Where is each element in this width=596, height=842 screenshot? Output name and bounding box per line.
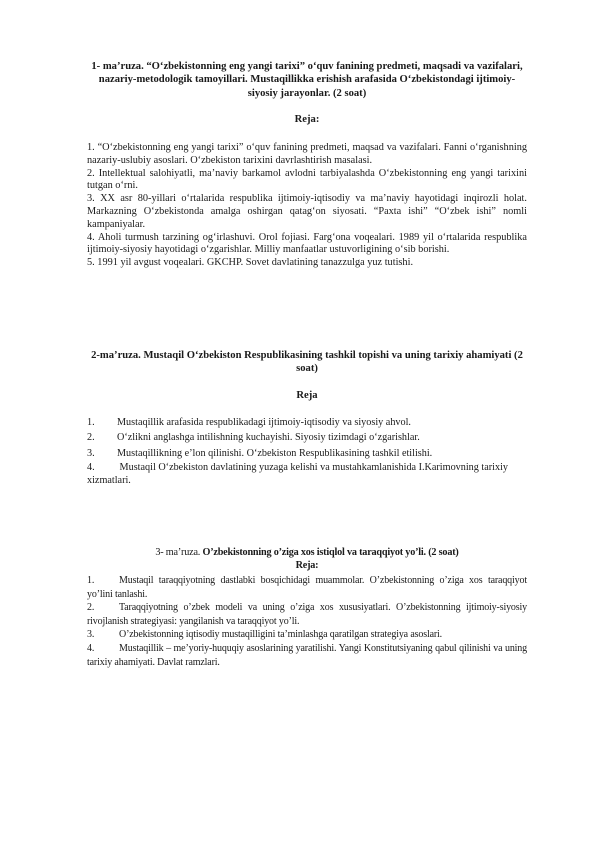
plan-item-text: O’zbekistonning iqtisodiy mustaqilligini ta’minlashga qaratilgan strategiya asoslari. [119,629,443,641]
lecture-1-title: 1- ma’ruza. “O‘zbekistonning eng yangi tarixi” o‘quv fanining predmeti, maqsadi va vazifalari, nazariy-metodologik tamoyillari. Mustaqillikka erishish arafasida O‘zbekistondagi ijtimoiy-siyosiy jarayonlar. (2 soat) [91,61,523,99]
lecture-3-title [87,546,527,559]
lecture-2-plan [87,415,527,488]
plan-item-text: Mustaqil O‘zbekiston davlatining yuzaga kelishi va mustahkamlanishida I.Karimovning tarixiy xizmatlari. [87,461,509,487]
lecture-2-title: 2-ma’ruza. Mustaqil O‘zbekiston Respublikasining tashkil topishi va uning tarixiy ahamiyati (2 soat) [91,350,523,375]
lecture-3-number: 3- ma’ruza. [155,547,201,558]
plan-item-4: 4. Aholi turmush tarzining og‘irlashuvi. Orol fojiasi. Farg‘ona voqealari. 1989 yil o‘rtalarida respublika ijtimoiy-siyosiy hayotidagi o‘zgarishlar. Milliy manfaatlar ustuvorligining o‘sib borishi. [87,231,527,256]
plan-item-number: 3. [87,447,95,459]
plan-item-3 [87,446,527,461]
plan-item-text: Mustaqillik arafasida respublikadagi ijtimoiy-iqtisodiy va siyosiy ahvol. [117,417,411,428]
plan-item-number: 4. [87,642,95,654]
plan-item-text: Mustaqil taraqqiyotning dastlabki bosqichidagi muammolar. O’zbekistonning o’ziga xos taraqqiyot yo’lini tanlashi. [87,575,527,600]
plan-item-text: Taraqqiyotning o’zbek modeli va uning o’ziga xos xususiyatlari. O’zbekistonning ijtimoiy-siyosiy rivojlanish strategiyasi: yangilanish va taraqqiyot yo’li. [87,602,527,627]
plan-item-4 [87,461,527,488]
plan-item-3: 3. XX asr 80-yillari o‘rtalarida respublika ijtimoiy-iqtisodiy va ma’naviy hayotidagi inqirozli holat. Markazning O‘zbekistonda amalga oshirgan qatag‘on siyosati. “Paxta ishi” “O‘zbek ishi” nomli kampaniyalar. [87,193,527,230]
plan-item-number: 2. [87,602,95,614]
plan-item-4 [87,642,527,669]
lecture-1-reja: Reja: [294,114,320,125]
plan-item-1: 1. “O‘zbekistonning eng yangi tarixi” o‘quv fanining predmeti, maqsad va vazifalari. Fanni o‘rganishning nazariy-uslubiy asoslari. O‘zbekiston tarixini davrlashtirish masalasi. [87,142,527,166]
plan-item-2 [87,430,527,445]
plan-item-text: O‘zlikni anglashga intilishning kuchayishi. Siyosiy tizimdagi o‘zgarishlar. [117,432,420,444]
plan-item-3 [87,628,527,642]
plan-item-2 [87,601,527,628]
lecture-3-plan [87,574,527,669]
plan-item-number: 1. [87,417,95,428]
lecture-1-plan [87,142,527,270]
plan-item-number: 4. [87,461,95,473]
plan-item-text: Mustaqillik – me’yoriy-huquqiy asoslarining yaratilishi. Yangi Konstitutsiyaning qabul qilinishi va uning tarixiy ahamiyati. Davlat ramzlari. [87,642,527,668]
lecture-3-reja: Reja: [295,560,319,571]
plan-item-1 [87,574,527,601]
plan-item-2: 2. Intellektual salohiyatli, ma’naviy barkamol avlodni tarbiyalashda O‘zbekistonning eng yangi tarixini tutgan o‘rni. [87,167,527,192]
lecture-2-reja: Reja [296,390,318,401]
lecture-3-title-text: O’zbekistonning o’ziga xos istiqlol va taraqqiyot yo’li. (2 soat) [200,547,459,558]
plan-item-1 [87,415,527,430]
plan-item-number: 2. [87,432,95,444]
plan-item-text: Mustaqillikning e’lon qilinishi. O‘zbekiston Respublikasining tashkil etilishi. [117,447,433,459]
plan-item-number: 1. [87,575,95,586]
plan-item-number: 3. [87,629,95,641]
plan-item-5: 5. 1991 yil avgust voqealari. GKCHP. Sovet davlatining tanazzulga yuz tutishi. [87,257,414,269]
